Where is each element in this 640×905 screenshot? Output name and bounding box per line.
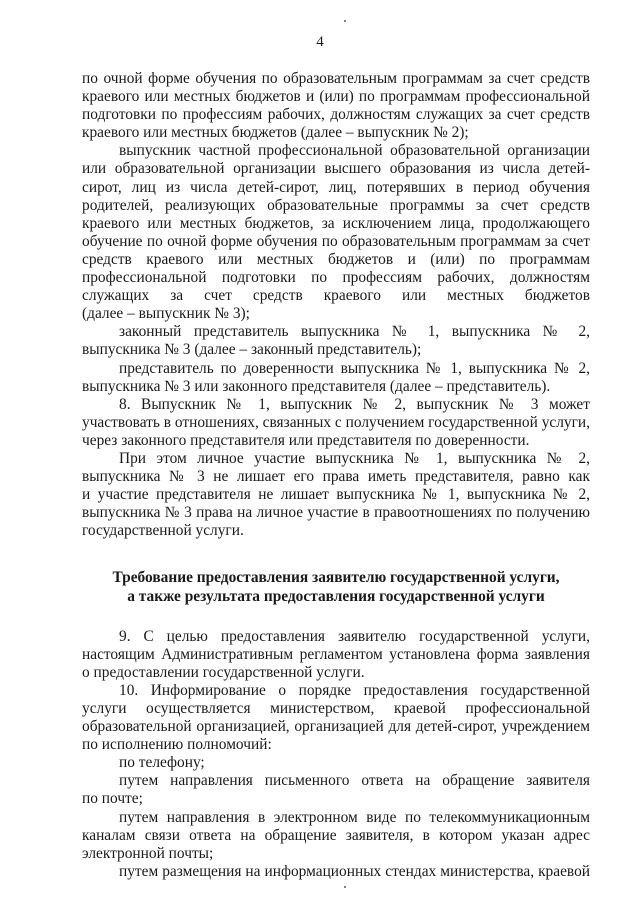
text-line: сирот, лиц из числа детей-сирот, лиц, потерявших в период обучения bbox=[82, 178, 590, 196]
text-line: выпускника № 3 не лишает его права иметь представителя, равно как bbox=[82, 468, 590, 486]
text-line: по почте; bbox=[82, 790, 143, 808]
text-line: выпускника № 3 или законного представителя (далее – представитель). bbox=[82, 377, 551, 395]
paragraph bbox=[82, 863, 590, 881]
heading-line: Требование предоставления заявителю государственной услуги, bbox=[112, 569, 560, 587]
document-body bbox=[82, 70, 590, 881]
text-line: по телефону; bbox=[119, 754, 205, 772]
text-line: путем направления письменного ответа на обращение заявителя bbox=[119, 772, 590, 790]
paragraph bbox=[82, 772, 590, 808]
text-line: путем направления в электронном виде по телекоммуникационным bbox=[119, 808, 590, 826]
scan-speck-top bbox=[344, 20, 346, 22]
paragraph bbox=[82, 628, 590, 682]
paragraph bbox=[82, 809, 590, 863]
text-line: краевого или местных бюджетов, за исключением лица, продолжающего bbox=[82, 214, 590, 232]
text-line: краевого или местных бюджетов (далее – выпускник № 2); bbox=[82, 124, 469, 142]
text-line: выпускника № 3 (далее – законный представитель); bbox=[82, 341, 422, 359]
text-line: путем размещения на информационных стендах министерства, краевой bbox=[119, 862, 590, 880]
paragraph bbox=[82, 142, 590, 323]
text-line: служащих за счет средств краевого или местных бюджетов bbox=[82, 287, 590, 305]
paragraph bbox=[82, 70, 590, 142]
text-line: обучение по очной форме обучения по образовательным программам за счет bbox=[82, 232, 590, 250]
heading-line: а также результата предоставления государственной услуги bbox=[127, 587, 545, 605]
text-line: 8. Выпускник № 1, выпускник № 2, выпускник № 3 может bbox=[119, 395, 590, 413]
text-line: средств краевого или местных бюджетов и (или) по программам bbox=[82, 250, 590, 268]
text-line: представитель по доверенности выпускника № 1, выпускника № 2, bbox=[119, 359, 590, 377]
paragraph bbox=[82, 396, 590, 450]
text-line: электронной почты; bbox=[82, 844, 214, 862]
text-line: выпускника № 3 права на личное участие в правоотношениях по получению bbox=[82, 504, 590, 522]
text-line: и участие представителя не лишает выпускника № 1, выпускника № 2, bbox=[82, 486, 590, 504]
section-heading bbox=[82, 569, 590, 605]
text-line: выпускник частной профессиональной образовательной организации bbox=[119, 142, 590, 160]
paragraph bbox=[82, 360, 590, 396]
text-line: родителей, реализующих образовательные программы за счет средств bbox=[82, 196, 590, 214]
text-line: настоящим Административным регламентом установлена форма заявления bbox=[82, 645, 590, 663]
text-line: участвовать в отношениях, связанных с получением государственной услуги, bbox=[82, 413, 590, 431]
text-line: При этом личное участие выпускника № 1, выпускника № 2, bbox=[119, 449, 590, 467]
text-line: краевого или местных бюджетов и (или) по программам профессиональной bbox=[82, 88, 590, 106]
text-line: через законного представителя или представителя по доверенности. bbox=[82, 431, 530, 449]
paragraph bbox=[82, 682, 590, 754]
text-line: услуги осуществляется министерством, краевой профессиональной bbox=[82, 700, 590, 717]
paragraph bbox=[82, 323, 590, 359]
text-line: каналам связи ответа на обращение заявителя, в котором указан адрес bbox=[82, 826, 590, 844]
paragraph bbox=[82, 754, 590, 772]
text-line: образовательной организацией, организацией для детей-сирот, учреждением bbox=[82, 718, 590, 736]
text-line: по очной форме обучения по образовательным программам за счет средств bbox=[82, 70, 590, 87]
text-line: о предоставлении государственной услуги. bbox=[82, 663, 365, 681]
text-line: по исполнению полномочий: bbox=[82, 736, 272, 754]
text-line: государственной услуги. bbox=[82, 522, 244, 540]
text-line: 9. С целью предоставления заявителю государственной услуги, bbox=[119, 627, 590, 645]
text-line: законный представитель выпускника № 1, выпускника № 2, bbox=[119, 323, 590, 341]
paragraph bbox=[82, 450, 590, 540]
text-line: (далее – выпускник № 3); bbox=[82, 305, 250, 323]
text-line: подготовки по профессиям рабочих, должностям служащих за счет средств bbox=[82, 106, 590, 124]
page-number: 4 bbox=[316, 34, 324, 50]
text-line: 10. Информирование о порядке предоставления государственной bbox=[119, 681, 590, 699]
text-line: профессиональной подготовки по профессиям рабочих, должностям bbox=[82, 269, 590, 287]
scan-speck-bottom bbox=[344, 886, 346, 888]
text-line: или образовательной организации высшего образования из числа детей- bbox=[82, 160, 590, 178]
